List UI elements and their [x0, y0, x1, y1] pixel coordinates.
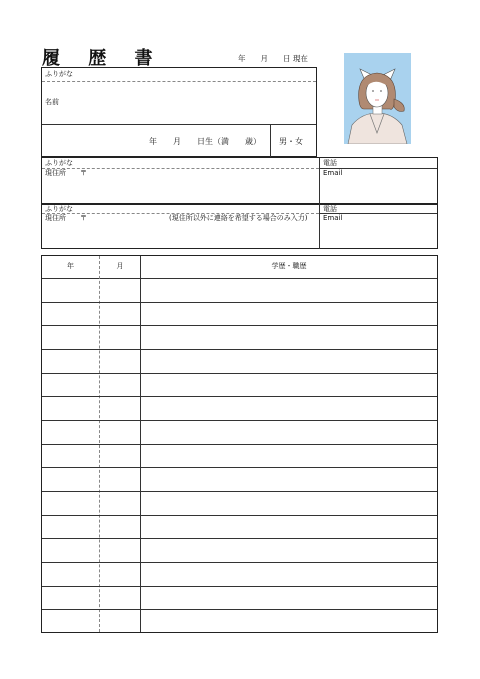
id-photo — [344, 53, 411, 144]
address2-label: 現住所 〒 — [45, 214, 87, 222]
profile-name-divider — [42, 124, 316, 125]
profile-furigana-divider — [42, 81, 316, 82]
address2-contact-divider — [319, 204, 320, 249]
address1-furigana-label: ふりがな — [45, 159, 73, 167]
table-row-divider — [42, 373, 437, 374]
phone1-label: 電話 — [323, 159, 337, 167]
phone2-label: 電話 — [323, 205, 337, 213]
history-col-month: 月 — [116, 262, 124, 270]
email1-label: Email — [323, 169, 343, 177]
table-row-divider — [42, 325, 437, 326]
address2-note: (現住所以外に連絡を希望する場合のみ入力) — [169, 214, 308, 222]
email2-label: Email — [323, 214, 343, 222]
date-now-label: 年 月 日 現在 — [238, 54, 308, 63]
address1-contact-divider — [319, 157, 320, 204]
table-row-divider — [42, 609, 437, 610]
table-row-divider — [42, 467, 437, 468]
address1-box — [41, 157, 438, 204]
profile-furigana-label: ふりがな — [45, 70, 73, 78]
history-col-year: 年 — [67, 262, 74, 270]
table-row-divider — [42, 586, 437, 587]
birth-date-label: 年 月 日生（満 歳） — [149, 137, 261, 146]
table-row-divider — [42, 491, 437, 492]
person-illustration-icon — [344, 53, 411, 144]
gender-divider — [270, 124, 271, 157]
history-header-divider — [42, 278, 437, 279]
table-row-divider — [42, 349, 437, 350]
name-label: 名前 — [45, 98, 59, 106]
table-row-divider — [42, 420, 437, 421]
history-col-detail: 学歴・職歴 — [271, 262, 307, 270]
table-row-divider — [42, 396, 437, 397]
gender-label: 男・女 — [279, 137, 303, 146]
document-title: 履 歴 書 — [42, 48, 164, 69]
address2-furigana-label: ふりがな — [45, 205, 73, 213]
address2-box — [41, 204, 438, 249]
address1-label: 現住所 〒 — [45, 169, 87, 177]
table-row-divider — [42, 444, 437, 445]
table-row-divider — [42, 562, 437, 563]
table-row-divider — [42, 538, 437, 539]
table-row-divider — [42, 515, 437, 516]
table-row-divider — [42, 302, 437, 303]
